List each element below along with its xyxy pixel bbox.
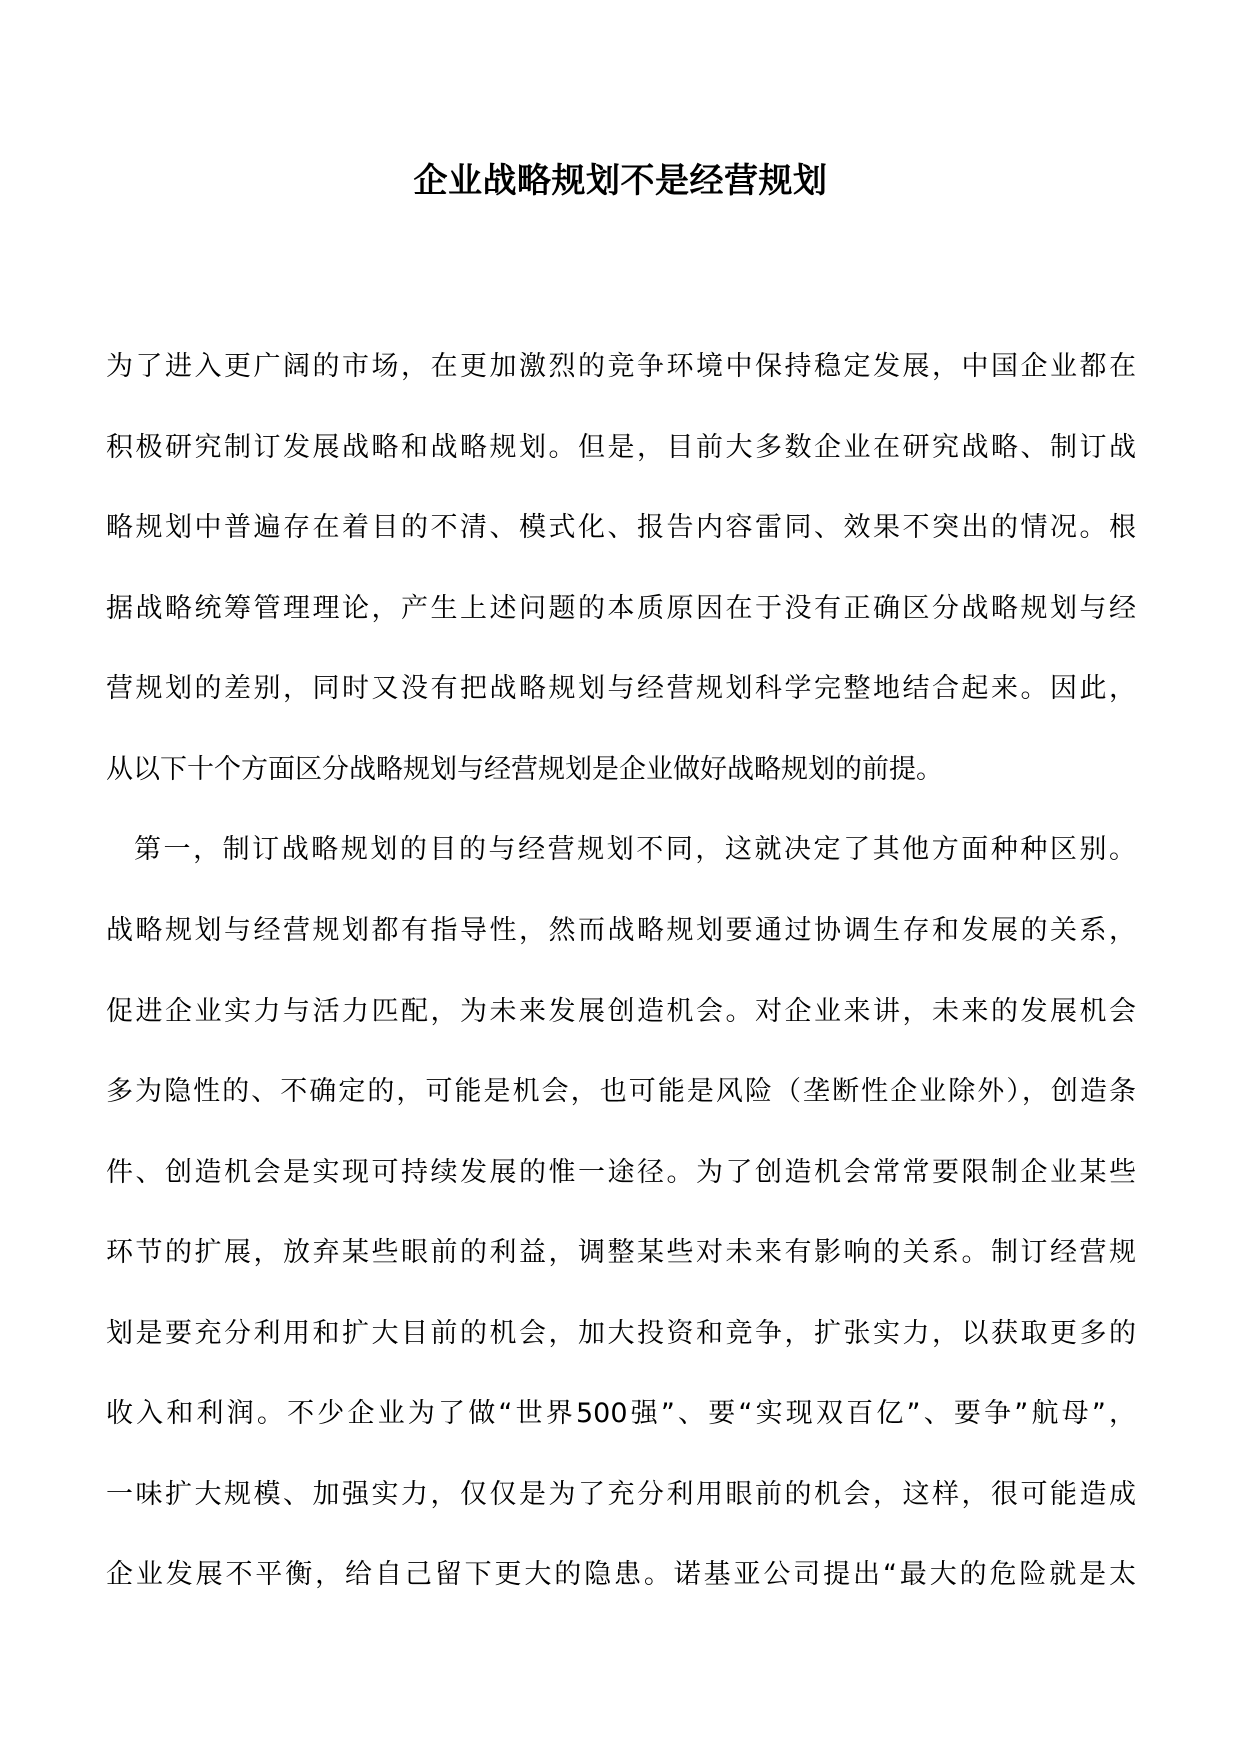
paragraph-2-line-10: 企业发展不平衡，给自己留下更大的隐患。诺基亚公司提出“最大的危险就是太 bbox=[106, 1559, 1136, 1590]
paragraph-2-line-1: 第一，制订战略规划的目的与经营规划不同，这就决定了其他方面种种区别。 bbox=[134, 834, 1136, 865]
paragraph-2-line-3: 促进企业实力与活力匹配，为未来发展创造机会。对企业来讲，未来的发展机会 bbox=[106, 996, 1136, 1027]
paragraph-1-line-5: 营规划的差别，同时又没有把战略规划与经营规划科学完整地结合起来。因此， bbox=[106, 673, 1136, 704]
paragraph-2-line-2: 战略规划与经营规划都有指导性，然而战略规划要通过协调生存和发展的关系， bbox=[106, 915, 1136, 946]
paragraph-2-line-5: 件、创造机会是实现可持续发展的惟一途径。为了创造机会常常要限制企业某些 bbox=[106, 1157, 1136, 1188]
paragraph-2-line-4: 多为隐性的、不确定的，可能是机会，也可能是风险（垄断性企业除外），创造条 bbox=[106, 1076, 1136, 1107]
paragraph-1-line-3: 略规划中普遍存在着目的不清、模式化、报告内容雷同、效果不突出的情况。根 bbox=[106, 512, 1136, 543]
paragraph-2-line-7: 划是要充分利用和扩大目前的机会，加大投资和竞争，扩张实力，以获取更多的 bbox=[106, 1318, 1136, 1349]
paragraph-1-line-4: 据战略统筹管理理论，产生上述问题的本质原因在于没有正确区分战略规划与经 bbox=[106, 593, 1136, 624]
paragraph-2-line-6: 环节的扩展，放弃某些眼前的利益，调整某些对未来有影响的关系。制订经营规 bbox=[106, 1237, 1136, 1268]
paragraph-2-line-9: 一味扩大规模、加强实力，仅仅是为了充分利用眼前的机会，这样，很可能造成 bbox=[106, 1479, 1136, 1510]
paragraph-2-line-8: 收入和利润。不少企业为了做“世界500强”、要“实现双百亿”、要争”航母”， bbox=[106, 1398, 1136, 1429]
paragraph-1-line-6: 从以下十个方面区分战略规划与经营规划是企业做好战略规划的前提。 bbox=[106, 754, 943, 785]
paragraph-1-line-1: 为了进入更广阔的市场，在更加激烈的竞争环境中保持稳定发展，中国企业都在 bbox=[106, 351, 1136, 382]
document-title: 企业战略规划不是经营规划 bbox=[413, 161, 828, 201]
paragraph-1-line-2: 积极研究制订发展战略和战略规划。但是，目前大多数企业在研究战略、制订战 bbox=[106, 432, 1136, 463]
